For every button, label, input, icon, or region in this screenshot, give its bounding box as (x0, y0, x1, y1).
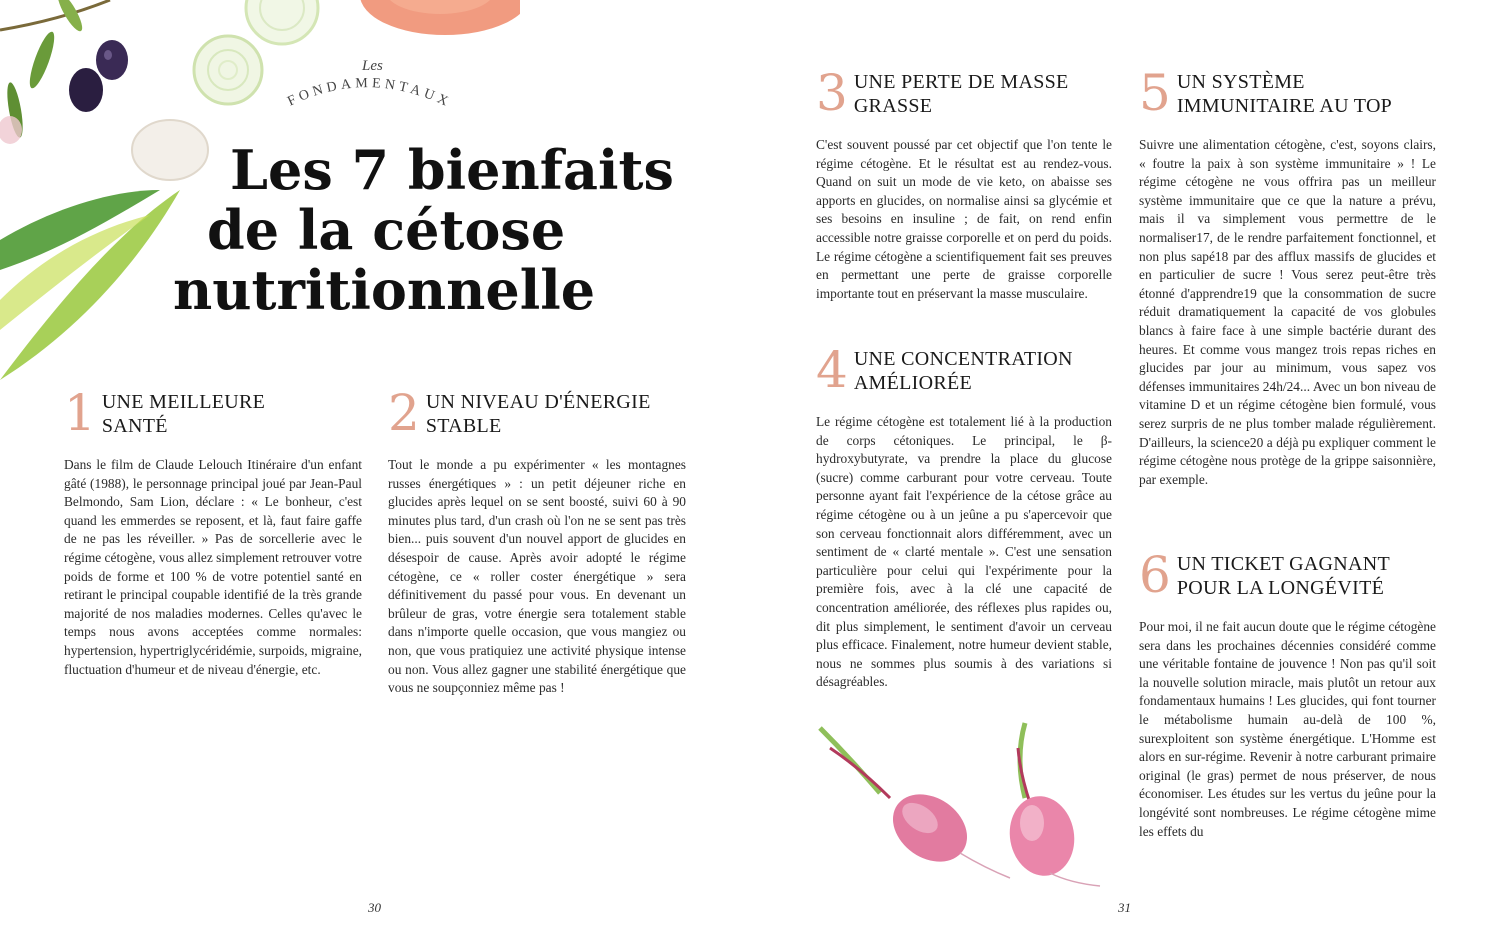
section-body: Dans le film de Claude Lelouch Itinéraire d'un enfant gâté (1988), le personnage principal joué par Jean-Paul Belmondo, Sam Lion, déclare : « Le bonheur, c'est quand les emmerdes se reposent, et là, faut faire gaffe de ne pas les réveiller. » Pas de sorcellerie avec le régime cétogène, vous allez simplement retrouver votre poids de forme et 100 % de votre potentiel santé en retirant le principal coupable identifié de la très grande majorité de nos maladies modernes. Celles qu'avec le temps nous avons acceptées comme normales: hypertension, hypertriglycéridémie, surpoids, migraine, fluctuation d'humeur et de niveau d'énergie, etc. (64, 457, 362, 677)
section-body: Suivre une alimentation cétogène, c'est, soyons clairs, « foutre la paix à son système immunitaire » ! Le régime cétogène ne vous offrira pas un meilleur système immunitaire que ce que la nature a prévu, mais il va simplement vous permettre de le normaliser17, de le rendre parfaitement fonctionnel, et non plus sapé18 par des afflux massifs de glucides et en particulier de sucre ! Vous serez peut-être très étonné d'apprendre19 que la consommation de sucre réduit dramatiquement la capacité de vos globules blancs à faire face à une simple bactérie durant des heures. Et comme vous mangez trois repas riches en glucides par jour au minimum, vous sapez vos défenses immunitaires 24h/24... Avec un bon niveau de vitamine D et un régime cétogène bien formulé, vous serez surpris de ne plus tomber malade régulièrement. D'ailleurs, la science20 a déjà pu expliquer comment le régime cétogène nous protège de la grippe saisonnière, par exemple. (1139, 137, 1436, 487)
section-body: Pour moi, il ne fait aucun doute que le régime cétogène sera dans les prochaines décennies considéré comme une véritable fontaine de jouvence ! Non pas qu'il soit la nouvelle solution miracle, mais plutôt un retour aux fondamentaux humains ! Les glucides, qui font tourner le métabolisme humain au-delà de 100 %, surexploitent son système énergétique. L'Homme est alors en sur-régime. Revenir à notre carburant primaire original (le gras) permet de nous préserver, de nous économiser. Les études sur les vertus du jeûne pour la longévité sont nombreuses. Le régime cétogène mime les effets du (1139, 619, 1436, 839)
section-5 (1139, 64, 1436, 489)
section-title: UNE MEILLEURE SANTÉ (101, 391, 266, 437)
section-1 (64, 384, 362, 679)
section-number: 2 (388, 384, 420, 442)
page-title (170, 140, 674, 320)
section-3 (816, 64, 1112, 303)
section-body: Le régime cétogène est totalement lié à la production de corps cétoniques. Le principal, le β-hydroxybutyrate, va prendre la place du glucose (sucre) comme carburant pour votre cerveau. Toute personne ayant fait l'expérience de la cétose grâce au régime cétogène ou à un jeûne a pu s'apercevoir que son cerveau fonctionnait alors différemment, avec un sentiment de « clarté mentale ». C'est une sensation particulière pour celui qui l'expérimente pour la première fois, avec à la clé une capacité de concentration améliorée, des réflexes plus rapides ou, dit plus simplement, le sentiment d'avoir un cerveau plus efficace. Finalement, notre humeur devient stable, nous ne sommes plus soumis à des variations si désagréables. (816, 414, 1112, 690)
page-number-right: 31 (1118, 900, 1131, 915)
section-title: UN TICKET GAGNANT POUR LA LONGÉVITÉ (1176, 553, 1390, 599)
kicker-arc-text (280, 68, 480, 128)
section-number: 1 (64, 384, 96, 442)
section-body: Tout le monde a pu expérimenter « les montagnes russes énergétiques » : un petit déjeuner riche en glucides après lequel on se sent boosté, suivi 60 à 90 minutes plus tard, d'un crash où l'on ne se sent pas très bien... puis souvent d'un nouvel apport de glucides en désespoir de cause. Après avoir adopté le régime cétogène, ce « roller coster énergétique » sera définitivement du passé pour vous. En devenant un brûleur de gras, votre énergie sera totalement stable dans n'importe quelle occasion, que vous mangiez ou non, que vous pratiquiez une activité physique intense ou non. Vous allez gagner une stabilité énergétique que vous ne soupçonniez même pas ! (388, 457, 686, 696)
section-2 (388, 384, 686, 698)
page-number-left: 30 (368, 900, 381, 915)
title-line-2: de la cétose (207, 198, 566, 262)
section-number: 3 (816, 64, 848, 122)
section-4 (816, 341, 1112, 692)
title-line-1: Les 7 bienfaits (230, 138, 674, 202)
title-line-3: nutritionnelle (173, 258, 596, 322)
section-body: C'est souvent poussé par cet objectif que l'on tente le régime cétogène. Et le résultat est au rendez-vous. Quand on suit un mode de vie keto, on abaisse ses apports en glucides, on normalise ainsi sa glycémie et ses besoins en insuline ; de fait, on rend enfin accessible notre graisse corporelle et on perd du poids. Le régime cétogène a scientifiquement fait ses preuves en permettant une perte de graisse corporelle importante tout en préservant la masse musculaire. (816, 137, 1112, 301)
section-title: UN SYSTÈME IMMUNITAIRE AU TOP (1176, 71, 1393, 117)
section-title: UNE CONCENTRATION AMÉLIORÉE (853, 348, 1073, 394)
radish-illustration (810, 718, 1110, 888)
svg-text:FONDAMENTAUX (285, 76, 453, 111)
section-title: UNE PERTE DE MASSE GRASSE (853, 71, 1069, 117)
right-page (750, 0, 1500, 932)
kicker-small: Les (362, 58, 383, 74)
section-number: 6 (1139, 546, 1171, 604)
section-title: UN NIVEAU D'ÉNERGIE STABLE (425, 391, 651, 437)
section-number: 5 (1139, 64, 1171, 122)
section-number: 4 (816, 341, 848, 399)
kicker-large: FONDAMENTAUX (285, 76, 454, 112)
section-6 (1139, 546, 1436, 841)
